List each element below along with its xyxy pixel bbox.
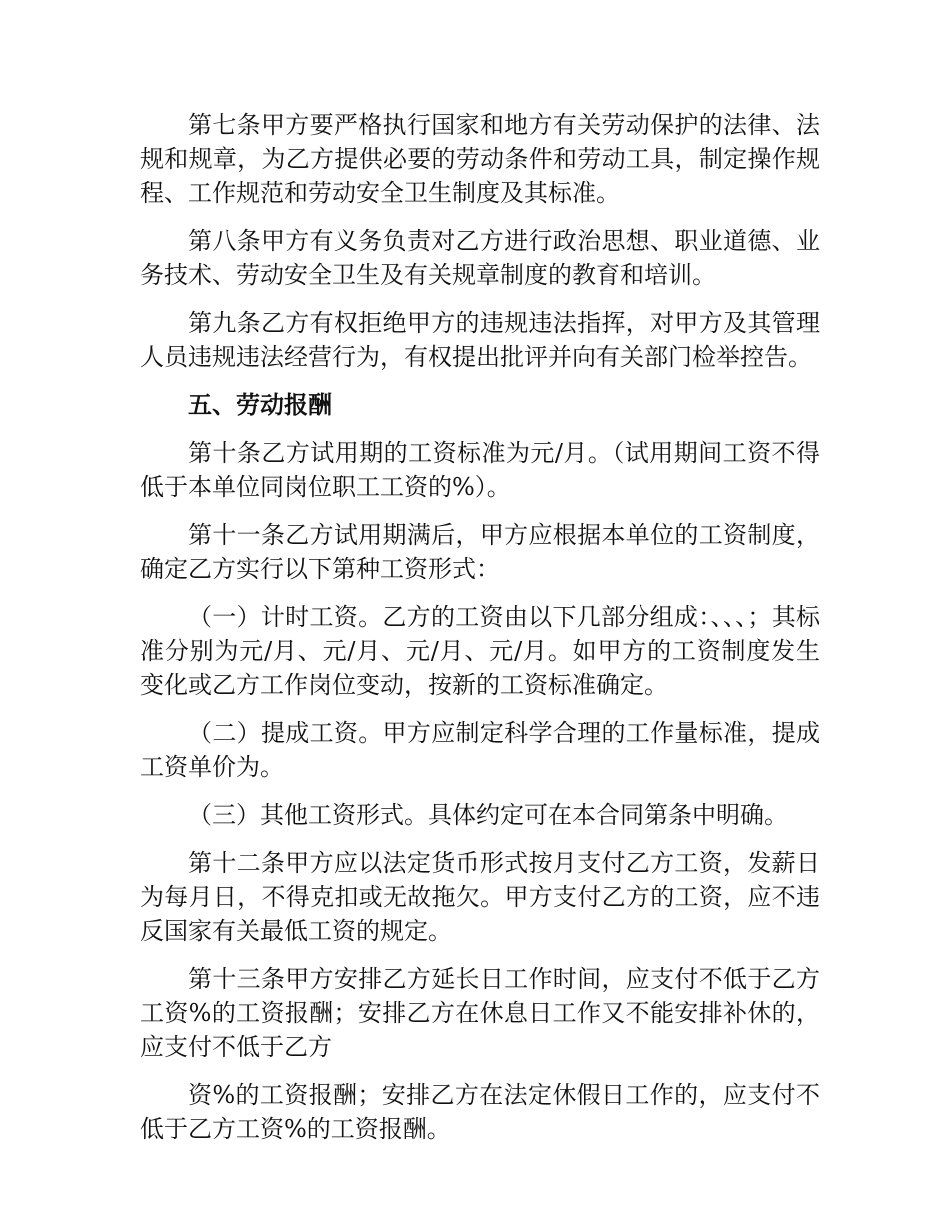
article-12-paragraph: 第十二条甲方应以法定货币形式按月支付乙方工资，发薪日为每月日，不得克扣或无故拖欠。甲方支付乙方的工资，应不违反国家有关最低工资的规定。 bbox=[140, 849, 820, 945]
document-body bbox=[140, 108, 820, 1160]
section-heading-labor-remuneration: 五、劳动报酬 bbox=[188, 390, 332, 419]
clause-commission-wage-paragraph: （二）提成工资。甲方应制定科学合理的工作量标准，提成工资单价为。 bbox=[140, 719, 820, 781]
article-13-paragraph: 第十三条甲方安排乙方延长日工作时间，应支付不低于乙方工资%的工资报酬；安排乙方在休息日工作又不能安排补休的，应支付不低于乙方 bbox=[140, 965, 820, 1061]
article-7-paragraph: 第七条甲方要严格执行国家和地方有关劳动保护的法律、法规和规章，为乙方提供必要的劳动条件和劳动工具，制定操作规程、工作规范和劳动安全卫生制度及其标准。 bbox=[140, 111, 820, 207]
article-13-continuation-paragraph: 资%的工资报酬；安排乙方在法定休假日工作的，应支付不低于乙方工资%的工资报酬。 bbox=[140, 1081, 820, 1143]
article-10-paragraph: 第十条乙方试用期的工资标准为元/月。（试用期间工资不得低于本单位同岗位职工工资的%）。 bbox=[140, 439, 820, 501]
clause-other-wage-paragraph: （三）其他工资形式。具体约定可在本合同第条中明确。 bbox=[188, 801, 788, 829]
clause-time-wage-paragraph: （一）计时工资。乙方的工资由以下几部分组成：、、、；其标准分别为元/月、元/月、元/月、元/月。如甲方的工资制度发生变化或乙方工作岗位变动，按新的工资标准确定。 bbox=[140, 603, 820, 699]
article-11-paragraph: 第十一条乙方试用期满后，甲方应根据本单位的工资制度，确定乙方实行以下第种工资形式： bbox=[140, 521, 820, 583]
article-9-paragraph: 第九条乙方有权拒绝甲方的违规违法指挥，对甲方及其管理人员违规违法经营行为，有权提出批评并向有关部门检举控告。 bbox=[140, 309, 820, 371]
article-8-paragraph: 第八条甲方有义务负责对乙方进行政治思想、职业道德、业务技术、劳动安全卫生及有关规章制度的教育和培训。 bbox=[140, 227, 820, 289]
